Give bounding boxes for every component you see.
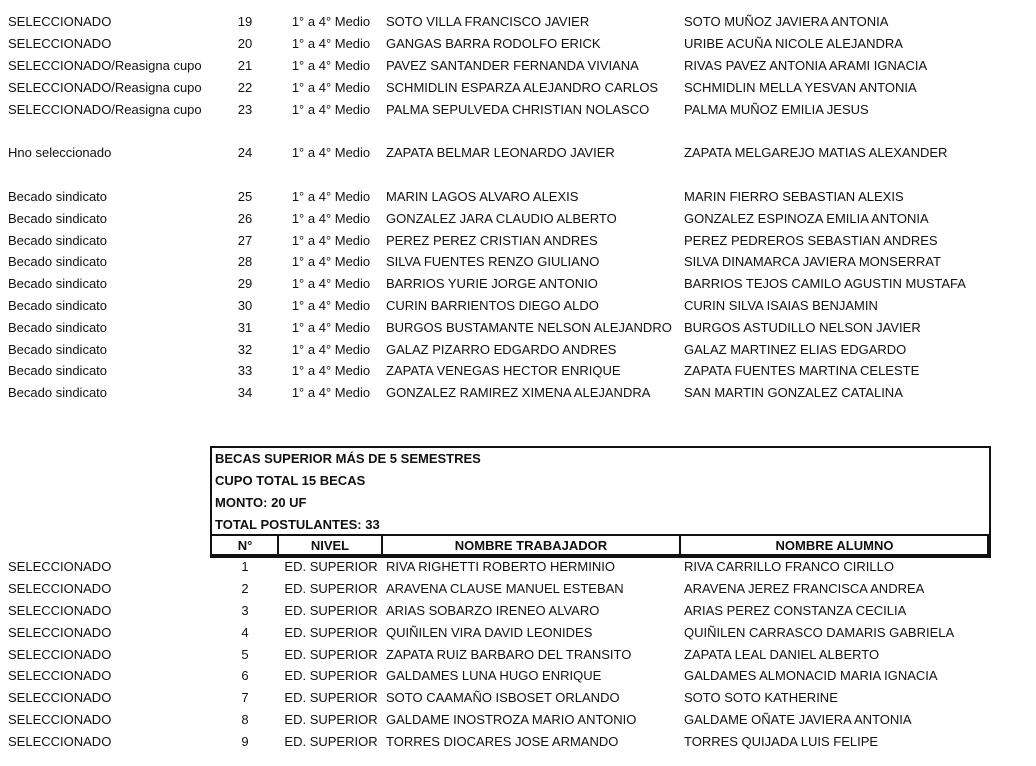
level-cell: 1° a 4° Medio xyxy=(291,320,371,335)
worker-name-cell: BARRIOS YURIE JORGE ANTONIO xyxy=(386,276,598,291)
student-name-cell: GALDAME OÑATE JAVIERA ANTONIA xyxy=(684,712,912,727)
table-row xyxy=(0,77,1036,99)
worker-name-cell: MARIN LAGOS ALVARO ALEXIS xyxy=(386,189,579,204)
level-cell: 1° a 4° Medio xyxy=(291,233,371,248)
level-cell: 1° a 4° Medio xyxy=(291,385,371,400)
worker-name-cell: PAVEZ SANTANDER FERNANDA VIVIANA xyxy=(386,58,639,73)
worker-name-cell: QUIÑILEN VIRA DAVID LEONIDES xyxy=(386,625,593,640)
student-name-cell: ZAPATA MELGAREJO MATIAS ALEXANDER xyxy=(684,145,948,160)
student-name-cell: RIVA CARRILLO FRANCO CIRILLO xyxy=(684,559,894,574)
status-cell: Becado sindicato xyxy=(8,342,108,357)
table-row xyxy=(0,665,1036,687)
number-cell: 24 xyxy=(237,145,253,160)
number-cell: 7 xyxy=(241,690,249,705)
section-title: BECAS SUPERIOR MÁS DE 5 SEMESTRES xyxy=(215,451,481,466)
worker-name-cell: GONZALEZ JARA CLAUDIO ALBERTO xyxy=(386,211,617,226)
status-cell: SELECCIONADO xyxy=(8,668,112,683)
worker-name-cell: SOTO VILLA FRANCISCO JAVIER xyxy=(386,14,590,29)
level-cell: 1° a 4° Medio xyxy=(291,14,371,29)
status-cell: Becado sindicato xyxy=(8,211,108,226)
worker-name-cell: SOTO CAAMAÑO ISBOSET ORLANDO xyxy=(386,690,620,705)
worker-name-cell: ARIAS SOBARZO IRENEO ALVARO xyxy=(386,603,600,618)
level-cell: ED. SUPERIOR xyxy=(284,668,378,683)
level-cell: 1° a 4° Medio xyxy=(291,189,371,204)
worker-name-cell: TORRES DIOCARES JOSE ARMANDO xyxy=(386,734,619,749)
status-cell: SELECCIONADO xyxy=(8,14,112,29)
table-row xyxy=(0,33,1036,55)
level-cell: 1° a 4° Medio xyxy=(291,102,371,117)
table-row xyxy=(0,382,1036,404)
column-header-row xyxy=(210,534,991,556)
status-cell: Becado sindicato xyxy=(8,276,108,291)
worker-name-cell: ZAPATA RUIZ BARBARO DEL TRANSITO xyxy=(386,647,632,662)
level-cell: 1° a 4° Medio xyxy=(291,58,371,73)
table-row xyxy=(0,295,1036,317)
level-cell: 1° a 4° Medio xyxy=(291,298,371,313)
column-header-trabajador: NOMBRE TRABAJADOR xyxy=(383,534,679,556)
worker-name-cell: RIVA RIGHETTI ROBERTO HERMINIO xyxy=(386,559,615,574)
level-cell: ED. SUPERIOR xyxy=(284,603,378,618)
level-cell: ED. SUPERIOR xyxy=(284,690,378,705)
worker-name-cell: SILVA FUENTES RENZO GIULIANO xyxy=(386,254,600,269)
number-cell: 25 xyxy=(237,189,253,204)
status-cell: SELECCIONADO xyxy=(8,647,112,662)
table-row xyxy=(0,578,1036,600)
number-cell: 1 xyxy=(241,559,249,574)
column-header-alumno: NOMBRE ALUMNO xyxy=(681,534,988,556)
table-row xyxy=(0,556,1036,578)
number-cell: 29 xyxy=(237,276,253,291)
status-cell: SELECCIONADO xyxy=(8,36,112,51)
status-cell: SELECCIONADO xyxy=(8,581,112,596)
status-cell: SELECCIONADO/Reasigna cupo xyxy=(8,58,202,73)
number-cell: 8 xyxy=(241,712,249,727)
number-cell: 3 xyxy=(241,603,249,618)
worker-name-cell: BURGOS BUSTAMANTE NELSON ALEJANDRO xyxy=(386,320,672,335)
column-divider xyxy=(987,534,989,556)
student-name-cell: PALMA MUÑOZ EMILIA JESUS xyxy=(684,102,869,117)
level-cell: ED. SUPERIOR xyxy=(284,581,378,596)
level-cell: 1° a 4° Medio xyxy=(291,145,371,160)
number-cell: 26 xyxy=(237,211,253,226)
number-cell: 20 xyxy=(237,36,253,51)
number-cell: 9 xyxy=(241,734,249,749)
status-cell: Hno seleccionado xyxy=(8,145,112,160)
number-cell: 5 xyxy=(241,647,249,662)
table-row xyxy=(0,186,1036,208)
student-name-cell: ZAPATA FUENTES MARTINA CELESTE xyxy=(684,363,920,378)
student-name-cell: SAN MARTIN GONZALEZ CATALINA xyxy=(684,385,903,400)
worker-name-cell: SCHMIDLIN ESPARZA ALEJANDRO CARLOS xyxy=(386,80,659,95)
level-cell: ED. SUPERIOR xyxy=(284,712,378,727)
table-row xyxy=(0,142,1036,164)
table-row xyxy=(0,251,1036,273)
student-name-cell: QUIÑILEN CARRASCO DAMARIS GABRIELA xyxy=(684,625,955,640)
number-cell: 19 xyxy=(237,14,253,29)
status-cell: SELECCIONADO xyxy=(8,559,112,574)
table-row xyxy=(0,709,1036,731)
level-cell: 1° a 4° Medio xyxy=(291,342,371,357)
student-name-cell: GALAZ MARTINEZ ELIAS EDGARDO xyxy=(684,342,907,357)
table-row xyxy=(0,360,1036,382)
worker-name-cell: CURIN BARRIENTOS DIEGO ALDO xyxy=(386,298,599,313)
level-cell: 1° a 4° Medio xyxy=(291,363,371,378)
number-cell: 2 xyxy=(241,581,249,596)
status-cell: SELECCIONADO xyxy=(8,712,112,727)
level-cell: 1° a 4° Medio xyxy=(291,36,371,51)
student-name-cell: CURIN SILVA ISAIAS BENJAMIN xyxy=(684,298,878,313)
student-name-cell: ARIAS PEREZ CONSTANZA CECILIA xyxy=(684,603,907,618)
table-row xyxy=(0,600,1036,622)
student-name-cell: TORRES QUIJADA LUIS FELIPE xyxy=(684,734,879,749)
number-cell: 33 xyxy=(237,363,253,378)
student-name-cell: SILVA DINAMARCA JAVIERA MONSERRAT xyxy=(684,254,941,269)
status-cell: Becado sindicato xyxy=(8,189,108,204)
number-cell: 23 xyxy=(237,102,253,117)
number-cell: 21 xyxy=(237,58,253,73)
table-row xyxy=(0,230,1036,252)
worker-name-cell: GALAZ PIZARRO EDGARDO ANDRES xyxy=(386,342,617,357)
table-row xyxy=(0,644,1036,666)
worker-name-cell: GALDAME INOSTROZA MARIO ANTONIO xyxy=(386,712,637,727)
status-cell: SELECCIONADO/Reasigna cupo xyxy=(8,80,202,95)
number-cell: 27 xyxy=(237,233,253,248)
table-row xyxy=(0,622,1036,644)
section-postulantes: TOTAL POSTULANTES: 33 xyxy=(215,517,380,532)
student-name-cell: RIVAS PAVEZ ANTONIA ARAMI IGNACIA xyxy=(684,58,928,73)
status-cell: SELECCIONADO xyxy=(8,603,112,618)
table-row xyxy=(0,99,1036,121)
student-name-cell: SOTO MUÑOZ JAVIERA ANTONIA xyxy=(684,14,889,29)
number-cell: 28 xyxy=(237,254,253,269)
table-row xyxy=(0,273,1036,295)
level-cell: ED. SUPERIOR xyxy=(284,625,378,640)
student-name-cell: BURGOS ASTUDILLO NELSON JAVIER xyxy=(684,320,921,335)
status-cell: Becado sindicato xyxy=(8,385,108,400)
table-row xyxy=(0,339,1036,361)
table-row xyxy=(0,11,1036,33)
student-name-cell: SOTO SOTO KATHERINE xyxy=(684,690,838,705)
level-cell: 1° a 4° Medio xyxy=(291,211,371,226)
worker-name-cell: GALDAMES LUNA HUGO ENRIQUE xyxy=(386,668,602,683)
level-cell: 1° a 4° Medio xyxy=(291,80,371,95)
status-cell: Becado sindicato xyxy=(8,254,108,269)
section-cupo: CUPO TOTAL 15 BECAS xyxy=(215,473,366,488)
table-row xyxy=(0,317,1036,339)
worker-name-cell: ZAPATA BELMAR LEONARDO JAVIER xyxy=(386,145,615,160)
number-cell: 34 xyxy=(237,385,253,400)
student-name-cell: PEREZ PEDREROS SEBASTIAN ANDRES xyxy=(684,233,938,248)
student-name-cell: URIBE ACUÑA NICOLE ALEJANDRA xyxy=(684,36,903,51)
level-cell: ED. SUPERIOR xyxy=(284,734,378,749)
student-name-cell: GALDAMES ALMONACID MARIA IGNACIA xyxy=(684,668,938,683)
student-name-cell: SCHMIDLIN MELLA YESVAN ANTONIA xyxy=(684,80,917,95)
status-cell: Becado sindicato xyxy=(8,233,108,248)
status-cell: Becado sindicato xyxy=(8,298,108,313)
worker-name-cell: GONZALEZ RAMIREZ XIMENA ALEJANDRA xyxy=(386,385,651,400)
number-cell: 22 xyxy=(237,80,253,95)
status-cell: SELECCIONADO xyxy=(8,625,112,640)
section-monto: MONTO: 20 UF xyxy=(215,495,307,510)
worker-name-cell: GANGAS BARRA RODOLFO ERICK xyxy=(386,36,601,51)
level-cell: 1° a 4° Medio xyxy=(291,254,371,269)
number-cell: 6 xyxy=(241,668,249,683)
table-row xyxy=(0,208,1036,230)
status-cell: SELECCIONADO xyxy=(8,690,112,705)
worker-name-cell: ZAPATA VENEGAS HECTOR ENRIQUE xyxy=(386,363,621,378)
status-cell: SELECCIONADO xyxy=(8,734,112,749)
status-cell: SELECCIONADO/Reasigna cupo xyxy=(8,102,202,117)
column-header-nivel: NIVEL xyxy=(279,534,381,556)
level-cell: ED. SUPERIOR xyxy=(284,559,378,574)
student-name-cell: BARRIOS TEJOS CAMILO AGUSTIN MUSTAFA xyxy=(684,276,966,291)
level-cell: ED. SUPERIOR xyxy=(284,647,378,662)
number-cell: 4 xyxy=(241,625,249,640)
status-cell: Becado sindicato xyxy=(8,363,108,378)
table-row xyxy=(0,731,1036,753)
column-header-num: N° xyxy=(212,534,278,556)
student-name-cell: ARAVENA JEREZ FRANCISCA ANDREA xyxy=(684,581,925,596)
number-cell: 32 xyxy=(237,342,253,357)
student-name-cell: ZAPATA LEAL DANIEL ALBERTO xyxy=(684,647,880,662)
student-name-cell: MARIN FIERRO SEBASTIAN ALEXIS xyxy=(684,189,904,204)
number-cell: 30 xyxy=(237,298,253,313)
worker-name-cell: ARAVENA CLAUSE MANUEL ESTEBAN xyxy=(386,581,624,596)
status-cell: Becado sindicato xyxy=(8,320,108,335)
student-name-cell: GONZALEZ ESPINOZA EMILIA ANTONIA xyxy=(684,211,929,226)
number-cell: 31 xyxy=(237,320,253,335)
table-row xyxy=(0,55,1036,77)
level-cell: 1° a 4° Medio xyxy=(291,276,371,291)
worker-name-cell: PEREZ PEREZ CRISTIAN ANDRES xyxy=(386,233,598,248)
worker-name-cell: PALMA SEPULVEDA CHRISTIAN NOLASCO xyxy=(386,102,650,117)
table-row xyxy=(0,687,1036,709)
